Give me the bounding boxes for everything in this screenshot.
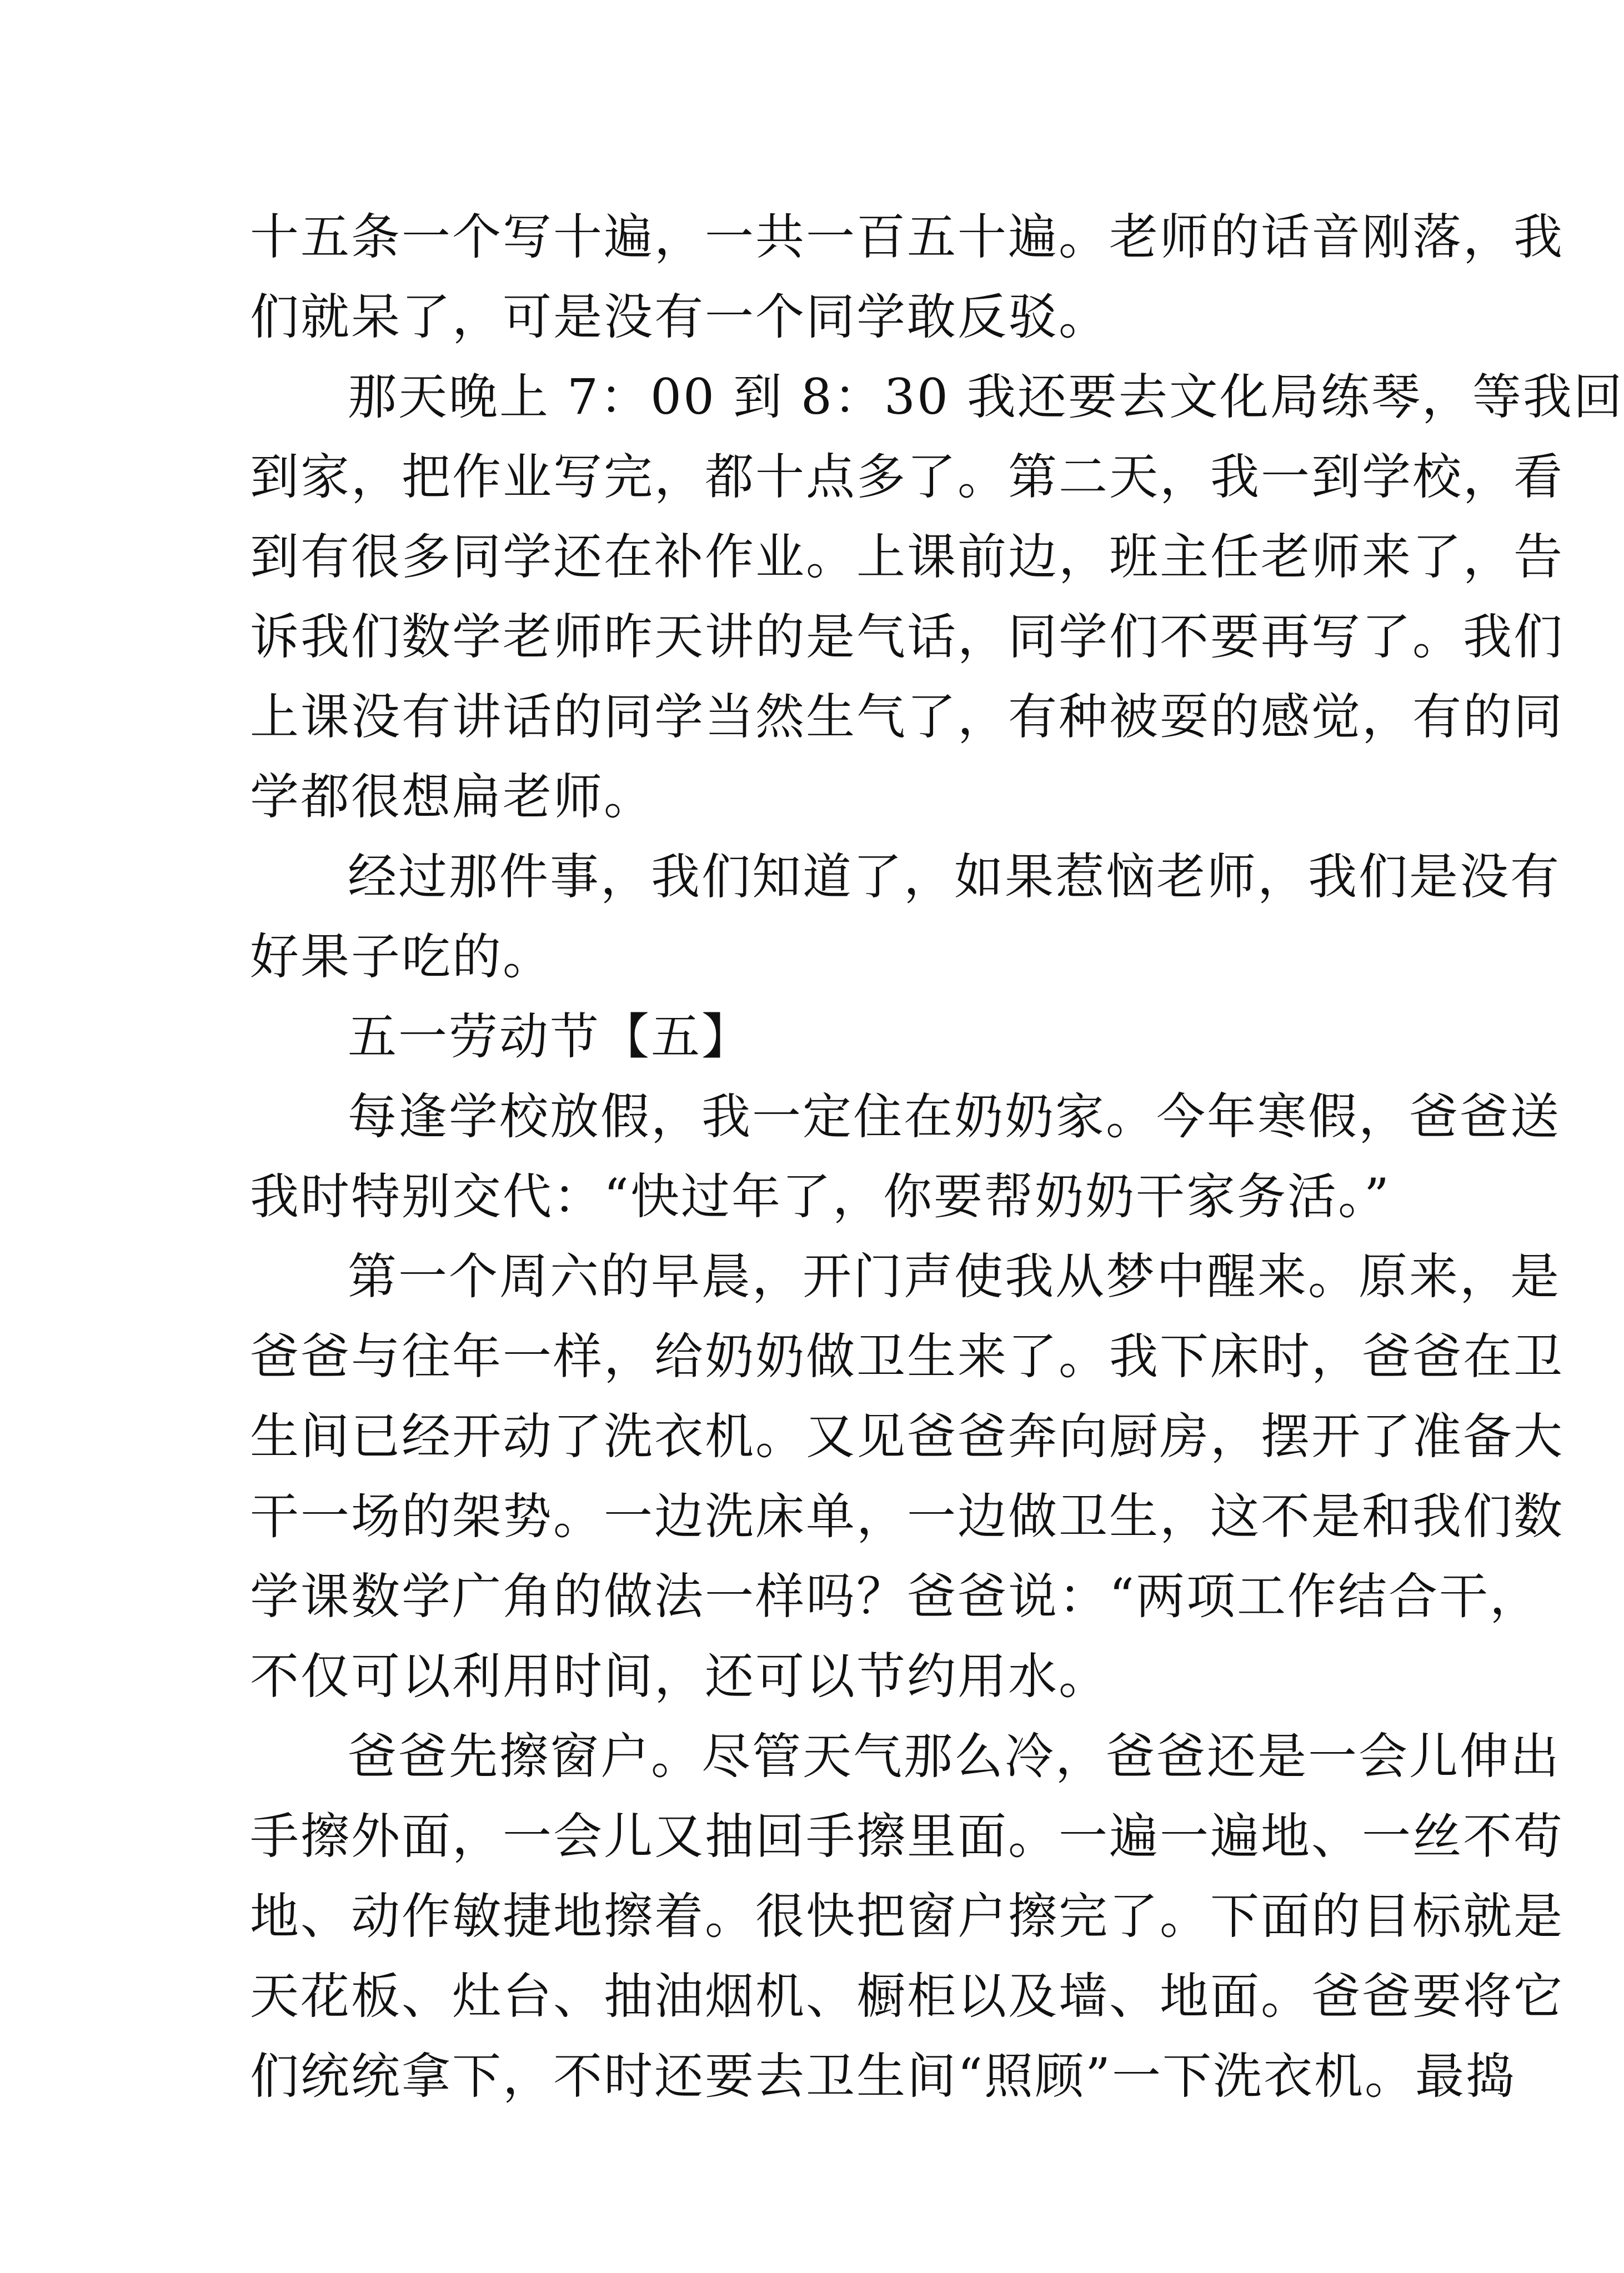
paragraph-first-line: 第一个周六的早晨，开门声使我从梦中醒来。原来，是 <box>348 1248 1561 1305</box>
paragraph-first-line: 爸爸先擦窗户。尽管天气那么冷，爸爸还是一会儿伸出 <box>348 1728 1561 1785</box>
text-line: 学都很想扁老师。 <box>250 768 655 825</box>
document-body <box>250 197 1624 2116</box>
text-line: 上课没有讲话的同学当然生气了，有种被耍的感觉，有的同 <box>250 688 1565 745</box>
text-line: 学课数学广角的做法一样吗？爸爸说：“两项工作结合干， <box>250 1568 1540 1625</box>
text-line: 地、动作敏捷地擦着。很快把窗户擦完了。下面的目标就是 <box>250 1888 1565 1945</box>
text-line: 到家，把作业写完，都十点多了。第二天，我一到学校，看 <box>250 448 1565 505</box>
paragraph-first-line: 经过那件事，我们知道了，如果惹恼老师，我们是没有 <box>348 848 1561 905</box>
text-line: 爸爸与往年一样，给奶奶做卫生来了。我下床时，爸爸在卫 <box>250 1328 1565 1385</box>
text-line: 们就呆了，可是没有一个同学敢反驳。 <box>250 288 1110 345</box>
text-line: 好果子吃的。 <box>250 928 554 985</box>
text-line: 天花板、灶台、抽油烟机、橱柜以及墙、地面。爸爸要将它 <box>250 1968 1565 2025</box>
text-line: 十五条一个写十遍，一共一百五十遍。老师的话音刚落，我 <box>250 208 1565 265</box>
text-line: 我时特别交代：“快过年了，你要帮奶奶干家务活。” <box>250 1168 1391 1225</box>
section-heading: 五一劳动节【五】 <box>348 1008 753 1065</box>
text-line: 生间已经开动了洗衣机。又见爸爸奔向厨房，摆开了准备大 <box>250 1408 1565 1465</box>
text-line: 诉我们数学老师昨天讲的是气话，同学们不要再写了。我们 <box>250 608 1565 665</box>
text-line: 手擦外面，一会儿又抽回手擦里面。一遍一遍地、一丝不苟 <box>250 1808 1565 1865</box>
paragraph-first-line: 那天晚上 7：00 到 8：30 我还要去文化局练琴，等我回 <box>348 368 1624 425</box>
text-line: 到有很多同学还在补作业。上课前边，班主任老师来了，告 <box>250 528 1565 585</box>
paragraph-first-line: 每逢学校放假，我一定住在奶奶家。今年寒假，爸爸送 <box>348 1088 1561 1145</box>
text-line: 们统统拿下，不时还要去卫生间“照顾”一下洗衣机。最捣 <box>250 2048 1516 2105</box>
text-line: 不仅可以利用时间，还可以节约用水。 <box>250 1648 1110 1705</box>
text-line: 干一场的架势。一边洗床单，一边做卫生，这不是和我们数 <box>250 1488 1565 1545</box>
